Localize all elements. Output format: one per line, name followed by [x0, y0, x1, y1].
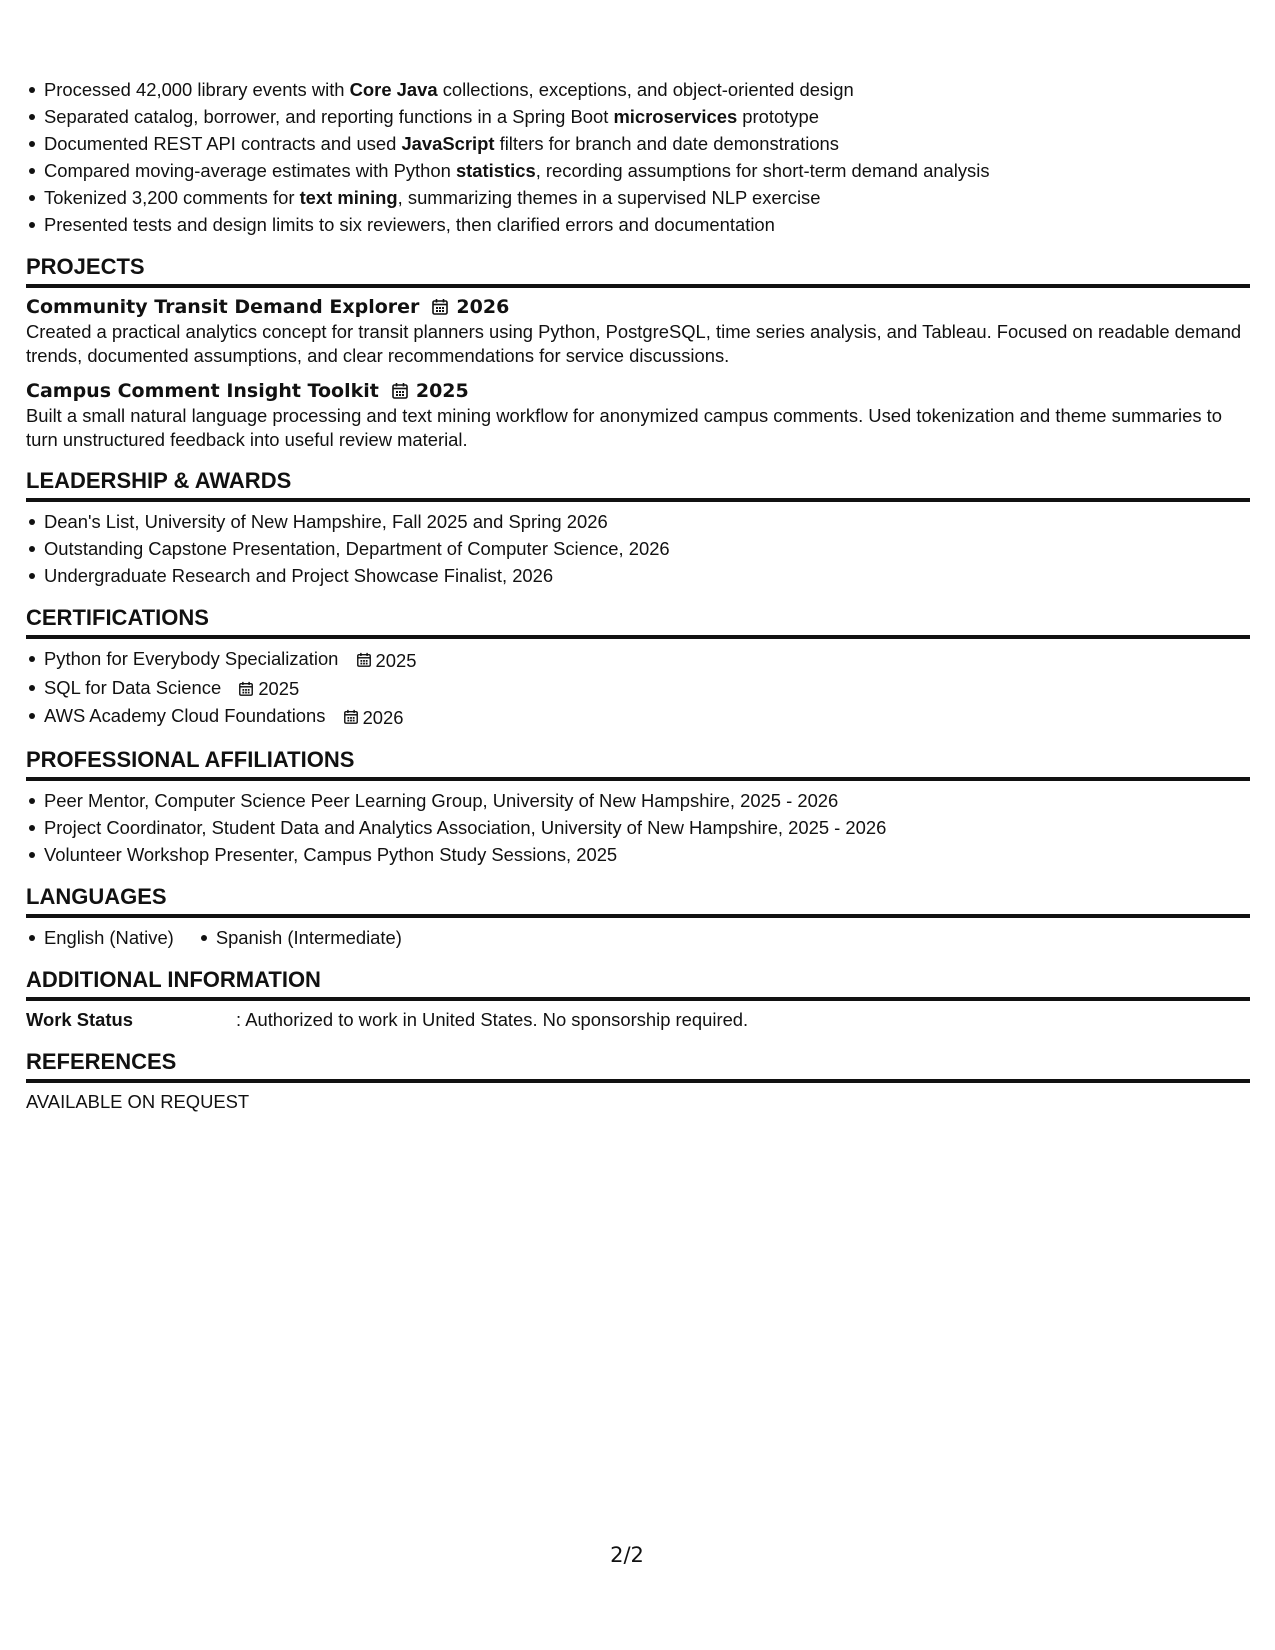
- certification-item: [44, 674, 1250, 703]
- language-item: English (Native): [44, 924, 174, 951]
- bullet-text: , summarizing themes in a supervised NLP exercise: [397, 187, 821, 208]
- work-status-label: Work Status: [26, 1008, 133, 1030]
- calendar-icon: [431, 298, 449, 316]
- calendar-icon: [343, 709, 359, 725]
- bullet-keyword: text mining: [299, 187, 398, 208]
- affiliation-item: Project Coordinator, Student Data and Analytics Association, University of New Hampshire, 2025 - 2026: [44, 814, 1250, 841]
- language-item: Spanish (Intermediate): [216, 924, 402, 951]
- project-entry: [26, 378, 1250, 452]
- affiliations-heading: PROFESSIONAL AFFILIATIONS: [26, 747, 1250, 781]
- certification-year: 2026: [362, 706, 404, 728]
- experience-bullet: [44, 157, 1250, 184]
- project-description: Built a small natural language processing and text mining workflow for anonymized campus comments. Used tokenization and theme summaries to turn unstructured feedback into useful review material.: [26, 405, 1222, 450]
- bullet-text: Documented REST API contracts and used: [44, 133, 402, 154]
- references-text: AVAILABLE ON REQUEST: [26, 1090, 250, 1112]
- certifications-list: [26, 645, 1250, 731]
- affiliations-list: [26, 787, 1250, 868]
- calendar-icon: [238, 681, 254, 697]
- award-item: Dean's List, University of New Hampshire, Fall 2025 and Spring 2026: [44, 508, 1250, 535]
- additional-info-heading: ADDITIONAL INFORMATION: [26, 967, 1250, 1001]
- projects-heading: PROJECTS: [26, 254, 1250, 288]
- affiliation-item: Volunteer Workshop Presenter, Campus Python Study Sessions, 2025: [44, 841, 1250, 868]
- bullet-text: Processed 42,000 library events with: [44, 79, 350, 100]
- bullet-text: Presented tests and design limits to six reviewers, then clarified errors and documentation: [44, 214, 775, 235]
- certification-year: 2025: [258, 678, 300, 700]
- bullet-text: , recording assumptions for short-term demand analysis: [535, 160, 990, 181]
- leadership-heading: LEADERSHIP & AWARDS: [26, 468, 1250, 502]
- award-item: Undergraduate Research and Project Showcase Finalist, 2026: [44, 562, 1250, 589]
- project-title: Campus Comment Insight Toolkit: [26, 380, 379, 402]
- project-year: 2026: [456, 296, 510, 318]
- project-entry: [26, 294, 1250, 368]
- experience-bullet: [44, 184, 1250, 211]
- certification-year: 2025: [375, 649, 417, 671]
- project-year: 2025: [415, 380, 469, 402]
- award-item: Outstanding Capstone Presentation, Department of Computer Science, 2026: [44, 535, 1250, 562]
- calendar-icon: [356, 652, 372, 668]
- bullet-text: collections, exceptions, and object-oriented design: [437, 79, 854, 100]
- work-status-value: : Authorized to work in United States. No sponsorship required.: [236, 1008, 749, 1030]
- page-number: 2/2: [610, 1543, 644, 1567]
- bullet-text: prototype: [737, 106, 819, 127]
- experience-bullet: [44, 130, 1250, 157]
- work-status-row: [26, 1007, 1250, 1033]
- bullet-keyword: microservices: [613, 106, 738, 127]
- project-description: Created a practical analytics concept for transit planners using Python, PostgreSQL, time series analysis, and Tableau. Focused on readable demand trends, documented assumptions, and clear recommendations for service discussions.: [26, 321, 1242, 366]
- bullet-text: Separated catalog, borrower, and reporting functions in a Spring Boot: [44, 106, 614, 127]
- leadership-list: [26, 508, 1250, 589]
- experience-bullet: [44, 76, 1250, 103]
- calendar-icon: [391, 382, 409, 400]
- bullet-keyword: statistics: [455, 160, 536, 181]
- bullet-text: Compared moving-average estimates with Python: [44, 160, 456, 181]
- experience-bullet: [44, 103, 1250, 130]
- experience-bullet: [44, 211, 1250, 238]
- bullet-text: filters for branch and date demonstrations: [494, 133, 839, 154]
- languages-heading: LANGUAGES: [26, 884, 1250, 918]
- affiliation-item: Peer Mentor, Computer Science Peer Learning Group, University of New Hampshire, 2025 - 2026: [44, 787, 1250, 814]
- certification-name: Python for Everybody Specialization: [44, 648, 339, 669]
- bullet-keyword: Core Java: [349, 79, 438, 100]
- experience-bullet-list: [26, 76, 1250, 238]
- bullet-text: Tokenized 3,200 comments for: [44, 187, 300, 208]
- languages-list: [26, 924, 1250, 951]
- certification-name: AWS Academy Cloud Foundations: [44, 705, 326, 727]
- resume-page: [26, 76, 1250, 1115]
- project-title: Community Transit Demand Explorer: [26, 296, 420, 318]
- references-heading: REFERENCES: [26, 1049, 1250, 1083]
- certification-item: [44, 702, 1250, 731]
- certifications-heading: CERTIFICATIONS: [26, 605, 1250, 639]
- bullet-keyword: JavaScript: [401, 133, 495, 154]
- certification-item: [44, 645, 1250, 674]
- certification-name: SQL for Data Science: [44, 676, 222, 698]
